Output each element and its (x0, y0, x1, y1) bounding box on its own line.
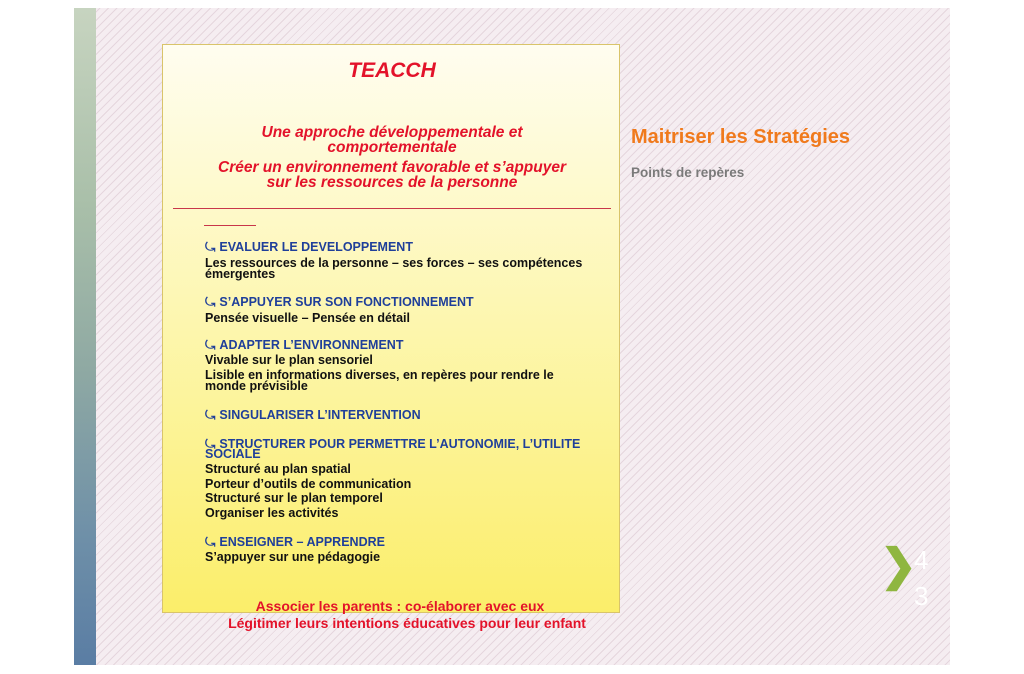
curved-arrow-icon: ⤿ (205, 338, 216, 352)
content-panel (162, 44, 620, 613)
subtitle-line-3: Créer un environnement favorable et s’appuyer (218, 159, 566, 176)
curved-arrow-icon: ⤿ (205, 408, 216, 422)
section-heading-singulariser: ⤿ SINGULARISER L’INTERVENTION (205, 408, 421, 422)
section-text: Pensée visuelle – Pensée en détail (205, 311, 410, 325)
divider-rule (173, 208, 611, 209)
left-accent-bar (74, 8, 96, 665)
section-heading-adapter: ⤿ ADAPTER L’ENVIRONNEMENT (205, 338, 404, 352)
side-subtitle: Points de repères (631, 165, 745, 180)
section-text: Vivable sur le plan sensoriel (205, 353, 373, 367)
section-text: émergentes (205, 267, 276, 281)
section-text: monde prévisible (205, 379, 308, 393)
section-heading-appuyer: ⤿ S’APPUYER SUR SON FONCTIONNEMENT (205, 295, 474, 309)
section-text: Structuré sur le plan temporel (205, 491, 383, 505)
section-heading-enseigner: ⤿ ENSEIGNER – APPRENDRE (205, 535, 385, 549)
section-text: Structuré au plan spatial (205, 462, 351, 476)
footer-line-2: Légitimer leurs intentions éducatives pour leur enfant (228, 615, 586, 631)
footer-line-1: Associer les parents : co-élaborer avec eux (255, 598, 545, 614)
curved-arrow-icon: ⤿ (205, 295, 216, 309)
section-text: Organiser les activités (205, 506, 339, 520)
curved-arrow-icon: ⤿ (205, 535, 216, 549)
page-number-digit-2: 3 (914, 581, 929, 611)
chevron-right-icon: ❯ (880, 541, 917, 590)
section-text: Les ressources de la personne – ses forces – ses compétences (205, 256, 583, 270)
section-text: S’appuyer sur une pédagogie (205, 550, 381, 564)
page-number-digit-1: 4 (914, 545, 929, 575)
section-text: Porteur d’outils de communication (205, 477, 412, 491)
panel-title: TEACCH (348, 59, 436, 82)
subtitle-line-2: comportementale (327, 139, 457, 156)
section-heading-structurer-cont: SOCIALE (205, 447, 261, 461)
section-heading-structurer: ⤿ STRUCTURER POUR PERMETTRE L’AUTONOMIE, L’UTILITE (205, 437, 581, 451)
section-text: Lisible en informations diverses, en repères pour rendre le (205, 368, 554, 382)
curved-arrow-icon: ⤿ (205, 437, 216, 451)
section-heading-evaluer: ⤿ EVALUER LE DEVELOPPEMENT (205, 240, 413, 254)
subtitle-line-1: Une approche développementale et (261, 124, 523, 141)
side-title: Maitriser les Stratégies (631, 126, 850, 148)
divider-rule-short (204, 225, 256, 226)
slide (74, 8, 950, 665)
curved-arrow-icon: ⤿ (205, 240, 216, 254)
subtitle-line-4: sur les ressources de la personne (266, 174, 518, 191)
